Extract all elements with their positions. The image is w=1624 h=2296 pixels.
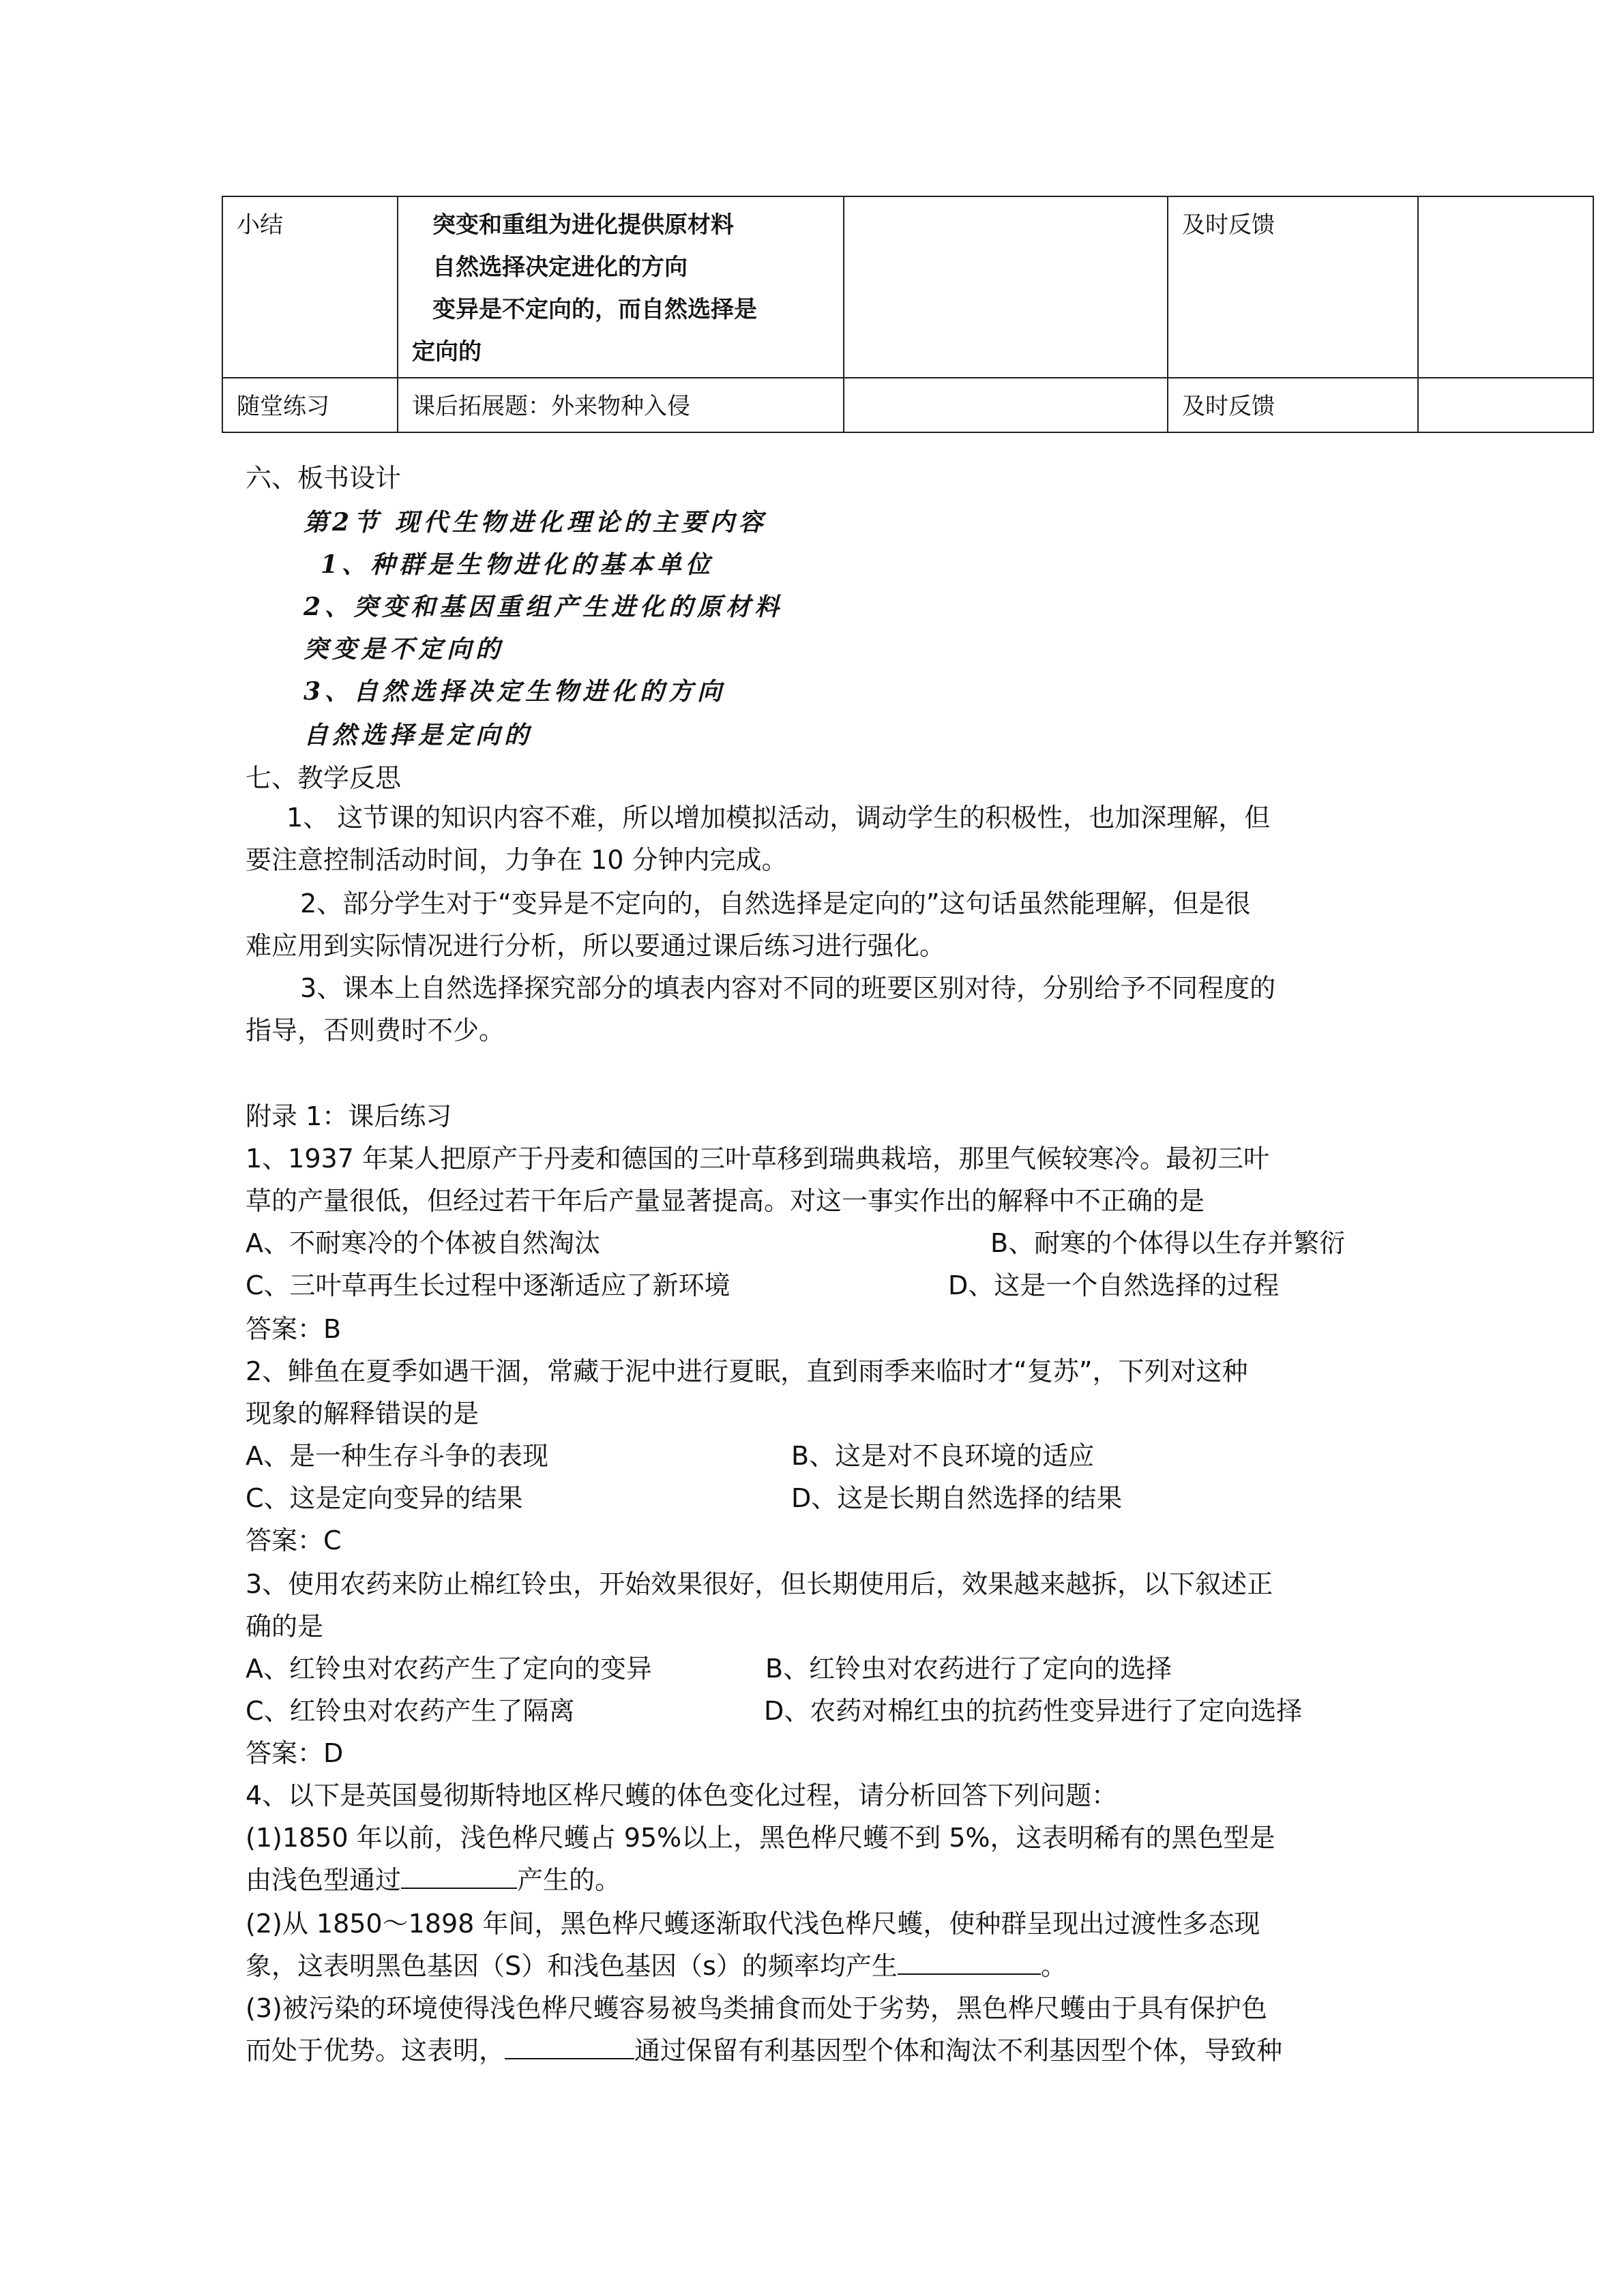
option: B、这是对不良环境的适应 — [791, 1441, 1095, 1471]
question-stem: 1、1937 年某人把原产于丹麦和德国的三叶草移到瑞典栽培，那里气候较寒冷。最初三叶 — [246, 1144, 1269, 1174]
answer-blank[interactable] — [505, 2031, 634, 2059]
option: A、不耐寒冷的个体被自然淘汰 — [246, 1228, 600, 1258]
question-part: 而处于优势。这表明， 通过保留有利基因型个体和淘汰不利基因型个体，导致种 — [246, 2029, 1378, 2072]
table-cell-feedback: 及时反馈 — [1168, 196, 1418, 378]
question-part: (2)从 1850～1898 年间，黑色桦尺蠖逐渐取代浅色桦尺蠖，使种群呈现出过渡性多态现 — [246, 1909, 1260, 1939]
question-stem: 3、使用农药来防止棉红铃虫，开始效果很好，但长期使用后，效果越来越拆，以下叙述正 — [246, 1569, 1273, 1599]
table-cell-content — [398, 196, 844, 378]
option: A、是一种生存斗争的表现 — [246, 1441, 548, 1471]
board-line: 1、种群是生物进化的基本单位 — [321, 550, 715, 579]
option: D、这是一个自然选择的过程 — [948, 1270, 1280, 1300]
board-line: 2、突变和基因重组产生进化的原材料 — [304, 593, 784, 621]
option: B、红铃虫对农药进行了定向的选择 — [765, 1654, 1172, 1684]
table-cell-note — [1418, 378, 1593, 432]
appendix-heading: 附录 1：课后练习 — [246, 1101, 452, 1131]
table-cell-activity — [844, 196, 1168, 378]
table-cell-stage: 小结 — [222, 196, 398, 378]
reflection-line: 指导，否则费时不少。 — [246, 1015, 505, 1045]
answer-blank[interactable] — [401, 1860, 517, 1889]
board-line: 突变是不定向的 — [304, 635, 505, 664]
content-line: 自然选择决定进化的方向 — [432, 254, 688, 281]
question-stem: 确的是 — [246, 1611, 324, 1641]
option: C、这是定向变异的结果 — [246, 1483, 523, 1513]
table-cell-feedback: 及时反馈 — [1168, 378, 1418, 432]
board-line: 自然选择是定向的 — [304, 721, 533, 749]
reflection-line: 3、课本上自然选择探究部分的填表内容对不同的班要区别对待，分别给予不同程度的 — [300, 973, 1276, 1003]
answer: 答案：C — [246, 1525, 342, 1555]
reflection-line: 2、部分学生对于“变异是不定向的，自然选择是定向的”这句话虽然能理解，但是很 — [300, 889, 1251, 919]
table-cell-note — [1418, 196, 1593, 378]
table-row — [222, 378, 1593, 432]
table-cell-content: 课后拓展题：外来物种入侵 — [398, 378, 844, 432]
option: D、农药对棉红虫的抗药性变异进行了定向选择 — [764, 1696, 1303, 1726]
content-line: 定向的 — [412, 338, 482, 366]
reflection-line: 要注意控制活动时间，力争在 10 分钟内完成。 — [246, 845, 788, 875]
table-cell-stage: 随堂练习 — [222, 378, 398, 432]
question-part: (1)1850 年以前，浅色桦尺蠖占 95%以上，黑色桦尺蠖不到 5%，这表明稀有的黑色型是 — [246, 1823, 1275, 1853]
board-line: 第2节 现代生物进化理论的主要内容 — [304, 508, 767, 537]
reflection-heading: 七、教学反思 — [246, 763, 402, 793]
option: B、耐寒的个体得以生存并繁衍 — [990, 1228, 1346, 1258]
question-part: (3)被污染的环境使得浅色桦尺蠖容易被鸟类捕食而处于劣势，黑色桦尺蠖由于具有保护色 — [246, 1993, 1267, 2023]
option: C、红铃虫对农药产生了隔离 — [246, 1696, 575, 1726]
question-stem: 2、鲱鱼在夏季如遇干涸，常藏于泥中进行夏眠，直到雨季来临时才“复苏”，下列对这种 — [246, 1356, 1248, 1386]
question-stem: 现象的解释错误的是 — [246, 1399, 479, 1429]
question-part: 由浅色型通过 产生的。 — [246, 1859, 1378, 1901]
answer: 答案：B — [246, 1314, 342, 1344]
board-line: 3、自然选择决定生物进化的方向 — [304, 677, 726, 706]
option: C、三叶草再生长过程中逐渐适应了新环境 — [246, 1270, 730, 1300]
question-stem: 草的产量很低，但经过若干年后产量显著提高。对这一事实作出的解释中不正确的是 — [246, 1186, 1205, 1216]
reflection-line: 难应用到实际情况进行分析，所以要通过课后练习进行强化。 — [246, 931, 946, 961]
option: D、这是长期自然选择的结果 — [791, 1483, 1123, 1513]
lesson-table — [222, 196, 1594, 433]
question-stem: 4、以下是英国曼彻斯特地区桦尺蠖的体色变化过程，请分析回答下列问题： — [246, 1780, 1118, 1810]
content-line: 变异是不定向的，而自然选择是 — [432, 296, 757, 323]
content-line: 突变和重组为进化提供原材料 — [432, 211, 734, 239]
answer: 答案：D — [246, 1738, 344, 1768]
board-design-heading: 六、板书设计 — [246, 463, 402, 493]
table-row — [222, 196, 1593, 378]
answer-blank[interactable] — [898, 1946, 1041, 1975]
option: A、红铃虫对农药产生了定向的变异 — [246, 1654, 652, 1684]
table-cell-activity — [844, 378, 1168, 432]
reflection-line: 1、 这节课的知识内容不难，所以增加模拟活动，调动学生的积极性，也加深理解，但 — [286, 803, 1271, 833]
question-part: 象，这表明黑色基因（S）和浅色基因（s）的频率均产生 。 — [246, 1945, 1378, 1987]
